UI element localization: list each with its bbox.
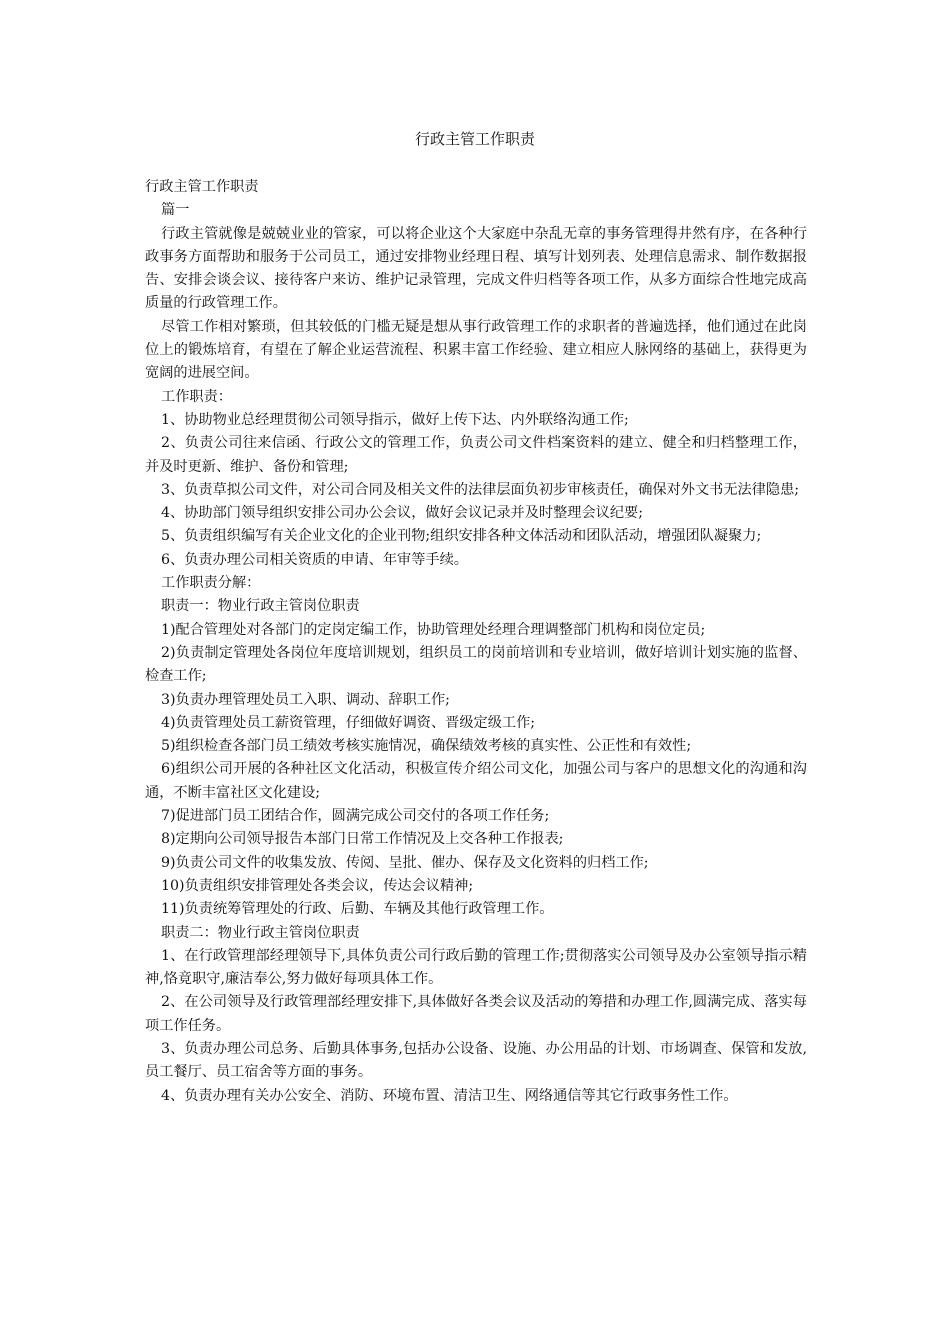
- paragraph: 2、在公司领导及行政管理部经理安排下,具体做好各类会议及活动的筹措和办理工作,圆满完成、落实每项工作任务。: [145, 994, 807, 1034]
- paragraph: 2、负责公司往来信函、行政公文的管理工作，负责公司文件档案资料的建立、健全和归档整理工作，并及时更新、维护、备份和管理;: [145, 435, 807, 475]
- paragraph: 尽管工作相对繁琐，但其较低的门槛无疑是想从事行政管理工作的求职者的普遍选择，他们通过在此岗位上的锻炼培育，有望在了解企业运营流程、积累丰富工作经验、建立相应人脉网络的基础上，获得更为宽阔的进展空间。: [145, 318, 807, 382]
- paragraph: 5)组织检查各部门员工绩效考核实施情况，确保绩效考核的真实性、公正性和有效性;: [161, 738, 692, 755]
- paragraph: 11)负责统筹管理处的行政、后勤、车辆及其他行政管理工作。: [161, 901, 554, 918]
- paragraph: 职责二：物业行政主管岗位职责: [161, 924, 360, 941]
- paragraph: 6、负责办理公司相关资质的申请、年审等手续。: [161, 551, 468, 568]
- paragraph: 5、负责组织编写有关企业文化的企业刊物;组织安排各种文体活动和团队活动，增强团队凝聚力;: [161, 528, 762, 545]
- paragraph: 3、负责草拟公司文件，对公司合同及相关文件的法律层面负初步审核责任，确保对外文书无法律隐患;: [161, 481, 800, 498]
- part-label: 篇一: [161, 202, 190, 219]
- paragraph: 6)组织公司开展的各种社区文化活动，积极宣传介绍公司文化，加强公司与客户的思想文化的沟通和沟通，不断丰富社区文化建设;: [145, 761, 807, 801]
- paragraph: 4)负责管理处员工薪资管理，仔细做好调资、晋级定级工作;: [161, 714, 536, 731]
- paragraph: 行政主管就像是兢兢业业的管家，可以将企业这个大家庭中杂乱无章的事务管理得井然有序，在各种行政事务方面帮助和服务于公司员工，通过安排物业经理日程、填写计划列表、处理信息需求、制作数据报告、安排会谈会议、接待客户来访、维护记录管理，完成文件归档等各项工作，从多方面综合性地完成高质量的行政管理工作。: [145, 225, 807, 312]
- paragraph: 2)负责制定管理处各岗位年度培训规划，组织员工的岗前培训和专业培训，做好培训计划实施的监督、检查工作;: [145, 644, 807, 685]
- paragraph: 职责一：物业行政主管岗位职责: [161, 598, 360, 615]
- document-body: [145, 176, 807, 1108]
- paragraph: 1)配合管理处对各部门的定岗定编工作，协助管理处经理合理调整部门机构和岗位定员;: [161, 621, 706, 638]
- paragraph: 4、协助部门领导组织安排公司办公会议，做好会议记录并及时整理会议纪要;: [161, 505, 643, 522]
- paragraph: 3、负责办理公司总务、后勤具体事务,包括办公设备、设施、办公用品的计划、市场调查、保管和发放,员工餐厅、员工宿舍等方面的事务。: [145, 1040, 807, 1081]
- paragraph: 工作职责：: [161, 388, 232, 405]
- section-heading: 行政主管工作职责: [145, 179, 259, 195]
- paragraph: 10)负责组织安排管理处各类会议，传达会议精神;: [161, 877, 474, 894]
- paragraph: 1、协助物业总经理贯彻公司领导指示，做好上传下达、内外联络沟通工作;: [161, 411, 629, 428]
- paragraph: 1、在行政管理部经理领导下,具体负责公司行政后勤的管理工作;贯彻落实公司领导及办公室领导指示精神,恪竟职守,廉洁奉公,努力做好每项具体工作。: [145, 947, 807, 988]
- paragraph: 3)负责办理管理处员工入职、调动、辞职工作;: [161, 691, 450, 708]
- paragraph: 工作职责分解：: [161, 575, 261, 592]
- paragraph: 9)负责公司文件的收集发放、传阅、呈批、催办、保存及文化资料的归档工作;: [161, 854, 649, 871]
- paragraph: 8)定期向公司领导报告本部门日常工作情况及上交各种工作报表;: [161, 831, 564, 848]
- paragraph: 7)促进部门员工团结合作，圆满完成公司交付的各项工作任务;: [161, 808, 550, 825]
- document-title: 行政主管工作职责: [414, 130, 535, 148]
- paragraph: 4、负责办理有关办公安全、消防、环境布置、清洁卫生、网络通信等其它行政事务性工作。: [161, 1087, 738, 1104]
